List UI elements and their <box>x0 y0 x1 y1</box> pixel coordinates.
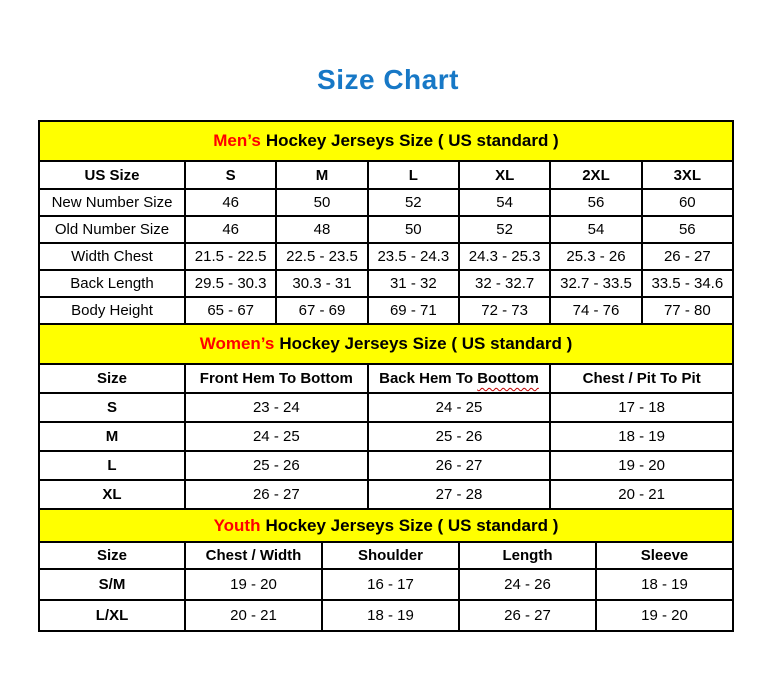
youth-banner-row <box>39 509 733 542</box>
header-text-prefix: Back Hem To <box>379 370 474 388</box>
data-cell: 48 <box>276 216 367 243</box>
womens-header-row <box>39 364 733 393</box>
mens-size-table <box>38 120 734 325</box>
mens-banner-highlight: Men’s <box>213 131 261 151</box>
header-cell: Size <box>39 364 185 393</box>
data-cell: 20 - 21 <box>185 600 322 631</box>
data-cell: 56 <box>642 216 733 243</box>
youth-banner-highlight: Youth <box>213 515 261 535</box>
header-cell: Front Hem To Bottom <box>185 364 368 393</box>
data-cell: 27 - 28 <box>368 480 551 509</box>
data-cell: 32.7 - 33.5 <box>550 270 641 297</box>
data-cell: 50 <box>276 189 367 216</box>
table-row <box>39 243 733 270</box>
data-cell: 18 - 19 <box>596 569 733 600</box>
table-row <box>39 422 733 451</box>
data-cell: 26 - 27 <box>459 600 596 631</box>
data-cell: 16 - 17 <box>322 569 459 600</box>
womens-banner-highlight: Women’s <box>199 334 275 354</box>
data-cell: 60 <box>642 189 733 216</box>
data-cell: 24 - 26 <box>459 569 596 600</box>
data-cell: 26 - 27 <box>368 451 551 480</box>
mens-banner-text: Hockey Jerseys Size ( US standard ) <box>265 131 559 151</box>
data-cell: 31 - 32 <box>368 270 459 297</box>
table-row <box>39 270 733 297</box>
row-label: Back Length <box>39 270 185 297</box>
data-cell: 56 <box>550 189 641 216</box>
size-label: L <box>39 451 185 480</box>
header-cell: Length <box>459 542 596 569</box>
data-cell: 32 - 32.7 <box>459 270 550 297</box>
header-cell-misspelled <box>368 364 551 393</box>
header-cell: Size <box>39 542 185 569</box>
mens-table-banner <box>39 121 733 161</box>
size-label: XL <box>39 480 185 509</box>
data-cell: 17 - 18 <box>550 393 733 422</box>
mens-banner-row <box>39 121 733 161</box>
youth-table-banner <box>39 509 733 542</box>
size-label: M <box>39 422 185 451</box>
header-cell: 2XL <box>550 161 641 189</box>
data-cell: 23.5 - 24.3 <box>368 243 459 270</box>
size-tables-container <box>38 120 734 632</box>
data-cell: 54 <box>550 216 641 243</box>
data-cell: 25 - 26 <box>368 422 551 451</box>
mens-header-row <box>39 161 733 189</box>
data-cell: 67 - 69 <box>276 297 367 324</box>
data-cell: 54 <box>459 189 550 216</box>
womens-banner-row <box>39 324 733 364</box>
youth-banner-text: Hockey Jerseys Size ( US standard ) <box>265 515 559 535</box>
data-cell: 46 <box>185 216 276 243</box>
header-cell: L <box>368 161 459 189</box>
header-cell: Chest / Width <box>185 542 322 569</box>
data-cell: 25.3 - 26 <box>550 243 641 270</box>
header-cell: M <box>276 161 367 189</box>
table-row <box>39 216 733 243</box>
data-cell: 33.5 - 34.6 <box>642 270 733 297</box>
header-cell: S <box>185 161 276 189</box>
womens-size-table <box>38 323 734 510</box>
data-cell: 74 - 76 <box>550 297 641 324</box>
table-row <box>39 189 733 216</box>
row-label: Width Chest <box>39 243 185 270</box>
data-cell: 18 - 19 <box>322 600 459 631</box>
row-label: Old Number Size <box>39 216 185 243</box>
data-cell: 19 - 20 <box>596 600 733 631</box>
table-row <box>39 393 733 422</box>
data-cell: 29.5 - 30.3 <box>185 270 276 297</box>
table-row <box>39 297 733 324</box>
data-cell: 30.3 - 31 <box>276 270 367 297</box>
data-cell: 69 - 71 <box>368 297 459 324</box>
data-cell: 19 - 20 <box>550 451 733 480</box>
header-cell: Sleeve <box>596 542 733 569</box>
data-cell: 20 - 21 <box>550 480 733 509</box>
data-cell: 23 - 24 <box>185 393 368 422</box>
header-cell: XL <box>459 161 550 189</box>
womens-table-banner <box>39 324 733 364</box>
data-cell: 21.5 - 22.5 <box>185 243 276 270</box>
data-cell: 72 - 73 <box>459 297 550 324</box>
table-row <box>39 569 733 600</box>
data-cell: 50 <box>368 216 459 243</box>
womens-banner-text: Hockey Jerseys Size ( US standard ) <box>279 334 573 354</box>
header-cell: Chest / Pit To Pit <box>550 364 733 393</box>
data-cell: 24 - 25 <box>185 422 368 451</box>
spellcheck-underlined-word: Boottom <box>477 370 539 388</box>
youth-header-row <box>39 542 733 569</box>
data-cell: 46 <box>185 189 276 216</box>
size-label: L/XL <box>39 600 185 631</box>
data-cell: 26 - 27 <box>185 480 368 509</box>
data-cell: 52 <box>459 216 550 243</box>
page-title: Size Chart <box>317 64 459 95</box>
header-cell: Shoulder <box>322 542 459 569</box>
row-label: New Number Size <box>39 189 185 216</box>
data-cell: 25 - 26 <box>185 451 368 480</box>
data-cell: 26 - 27 <box>642 243 733 270</box>
data-cell: 22.5 - 23.5 <box>276 243 367 270</box>
youth-size-table <box>38 508 734 632</box>
data-cell: 65 - 67 <box>185 297 276 324</box>
table-row <box>39 451 733 480</box>
size-label: S/M <box>39 569 185 600</box>
data-cell: 18 - 19 <box>550 422 733 451</box>
table-row <box>39 480 733 509</box>
data-cell: 24 - 25 <box>368 393 551 422</box>
row-label: Body Height <box>39 297 185 324</box>
table-row <box>39 600 733 631</box>
data-cell: 24.3 - 25.3 <box>459 243 550 270</box>
data-cell: 19 - 20 <box>185 569 322 600</box>
size-label: S <box>39 393 185 422</box>
data-cell: 52 <box>368 189 459 216</box>
header-cell: US Size <box>39 161 185 189</box>
header-cell: 3XL <box>642 161 733 189</box>
data-cell: 77 - 80 <box>642 297 733 324</box>
